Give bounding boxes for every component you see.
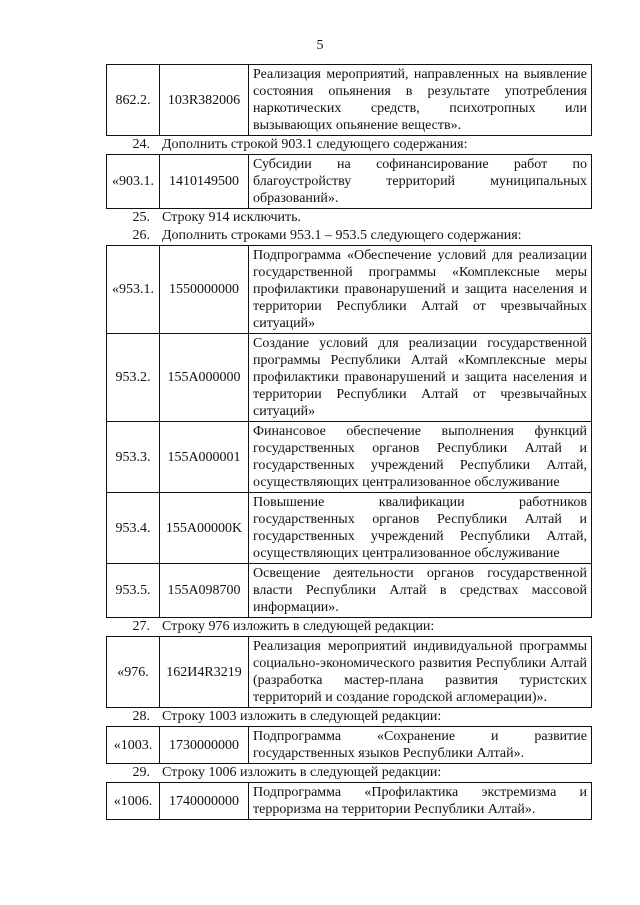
row-id: «953.1. [107,246,160,334]
table-row [107,155,592,209]
row-id: «903.1. [107,155,160,209]
instruction-text: Строку 1006 изложить в следующей редакции: [162,765,442,780]
amendment-instruction [106,136,592,154]
row-id: 953.5. [107,564,160,618]
table-row [107,564,592,618]
row-code: 155A000000 [160,334,249,422]
codes-table [106,636,592,708]
instruction-number: 27. [132,619,150,634]
instruction-number: 25. [132,210,150,225]
instruction-text: Строку 1003 изложить в следующей редакции: [162,709,442,724]
row-description: Реализация мероприятий, направленных на выявление состояния опьянения в результате употребления наркотических средств, психотропных или вызывающих опьянение веществ». [249,65,592,136]
row-description: Подпрограмма «Сохранение и развитие государственных языков Республики Алтай». [249,727,592,764]
page-number: 5 [316,38,324,53]
row-id: 953.3. [107,422,160,493]
codes-table [106,154,592,209]
row-code: 1410149500 [160,155,249,209]
row-description: Подпрограмма «Обеспечение условий для реализации государственной программы «Комплексные меры профилактики правонарушений и защита населения и территории Республики Алтай от чрезвычайных ситуаций» [249,246,592,334]
row-code: 162И4R3219 [160,637,249,708]
amendment-instruction [106,708,592,726]
row-code: 1740000000 [160,783,249,820]
row-description: Финансовое обеспечение выполнения функций государственных органов Республики Алтай и государственных учреждений Республики Алтай, осуществляющих централизованное обслуживание [249,422,592,493]
amendment-instruction [106,227,592,245]
amendment-instruction [106,764,592,782]
instruction-number: 29. [132,765,150,780]
instruction-text: Строку 976 изложить в следующей редакции: [162,619,435,634]
codes-table [106,782,592,820]
row-id: 862.2. [107,65,160,136]
row-code: 1550000000 [160,246,249,334]
row-description: Освещение деятельности органов государственной власти Республики Алтай в средствах массовой информации». [249,564,592,618]
row-id: 953.2. [107,334,160,422]
instruction-number: 28. [132,709,150,724]
table-row [107,422,592,493]
table-row [107,246,592,334]
table-row [107,493,592,564]
table-row [107,65,592,136]
codes-table [106,245,592,618]
instruction-text: Дополнить строками 953.1 – 953.5 следующего содержания: [162,228,522,243]
row-description: Создание условий для реализации государственной программы Республики Алтай «Комплексные меры профилактики правонарушений и защита населения и территории Республики Алтай от чрезвычайных ситуаций» [249,334,592,422]
row-description: Субсидии на софинансирование работ по благоустройству территорий муниципальных образований». [249,155,592,209]
amendment-instruction [106,209,592,227]
row-id: «1006. [107,783,160,820]
table-row [107,637,592,708]
instruction-number: 26. [132,228,150,243]
table-row [107,783,592,820]
instruction-number: 24. [132,137,150,152]
row-code: 103R382006 [160,65,249,136]
row-id: 953.4. [107,493,160,564]
row-code: 155A000001 [160,422,249,493]
row-description: Реализация мероприятий индивидуальной программы социально-экономического развития Республики Алтай (разработка мастер-плана развития туристских территорий и создание городской агломерации)». [249,637,592,708]
row-code: 1730000000 [160,727,249,764]
amendment-instruction [106,618,592,636]
table-row [107,334,592,422]
row-code: 155A098700 [160,564,249,618]
instruction-text: Строку 914 исключить. [162,210,302,225]
row-id: «976. [107,637,160,708]
row-description: Повышение квалификации работников государственных органов Республики Алтай и государственных учреждений Республики Алтай, осуществляющих централизованное обслуживание [249,493,592,564]
codes-table [106,726,592,764]
document-body [106,64,592,820]
row-code: 155A00000K [160,493,249,564]
row-id: «1003. [107,727,160,764]
table-row [107,727,592,764]
codes-table [106,64,592,136]
instruction-text: Дополнить строкой 903.1 следующего содержания: [162,137,468,152]
row-description: Подпрограмма «Профилактика экстремизма и терроризма на территории Республики Алтай». [249,783,592,820]
